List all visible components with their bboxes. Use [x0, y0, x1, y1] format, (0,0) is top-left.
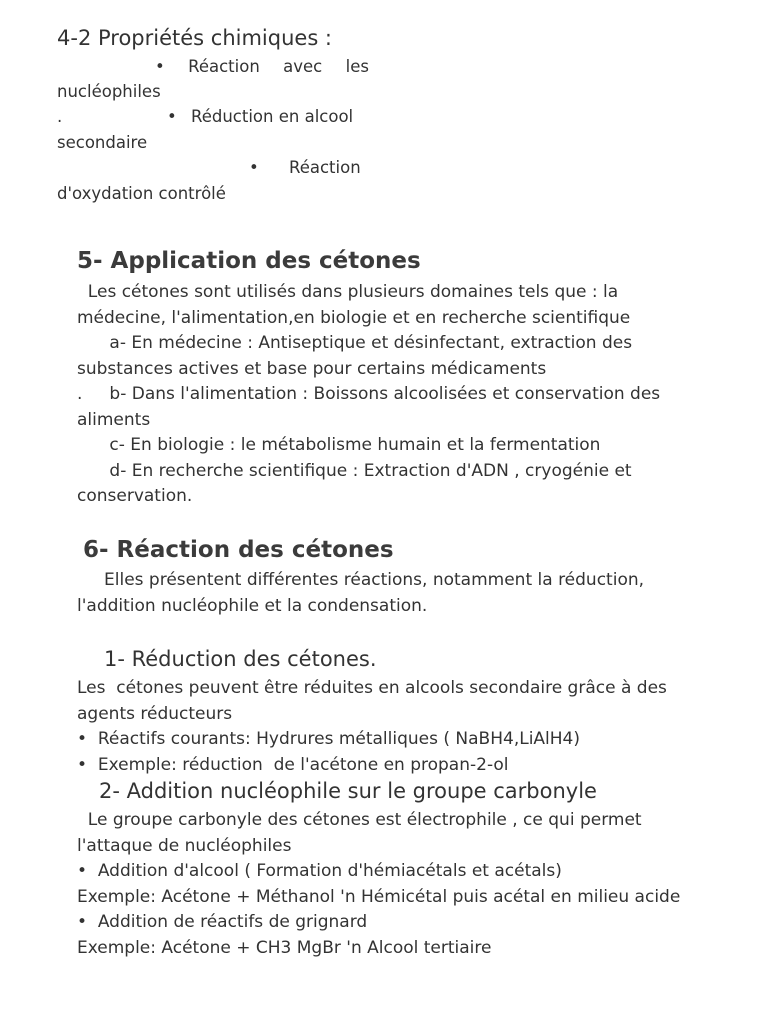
list-item: • Exemple: réduction de l'acétone en propan-2-ol	[77, 754, 509, 775]
bullet-line-3-cont: d'oxydation contrôlé	[57, 184, 226, 203]
bullet-line-1	[57, 57, 369, 77]
bullet-line-2-cont: secondaire	[57, 133, 148, 152]
section-4-2-title: 4-2 Propriétés chimiques :	[57, 26, 333, 50]
paragraph-line: Elles présentent différentes réactions, notamment la réduction,	[77, 570, 645, 590]
paragraph-line: médecine, l'alimentation,en biologie et en recherche scientifique	[77, 307, 631, 328]
paragraph-line: d- En recherche scientifique : Extraction d'ADN , cryogénie et	[77, 460, 632, 481]
list-item: • Addition d'alcool ( Formation d'hémiacétals et acétals)	[77, 861, 562, 881]
bullet-line-1-cont: nucléophiles	[57, 82, 161, 101]
paragraph-line: Les cétones peuvent être réduites en alcools secondaire grâce à des	[77, 678, 667, 698]
section-6-heading: 6- Réaction des cétones	[83, 537, 394, 563]
paragraph-line: Exemple: Acétone + CH3 MgBr 'n Alcool tertiaire	[77, 937, 492, 958]
section-6-intro	[77, 569, 717, 617]
subsection-2-heading: 2- Addition nucléophile sur le groupe carbonyle	[99, 779, 597, 803]
paragraph-line: Exemple: Acétone + Méthanol 'n Hémicétal puis acétal en milieu acide	[77, 886, 681, 907]
paragraph-line: Le groupe carbonyle des cétones est électrophile , ce qui permet	[77, 810, 642, 830]
paragraph-line: l'addition nucléophile et la condensation.	[77, 596, 428, 616]
subsection-1-heading: 1- Réduction des cétones.	[104, 647, 377, 671]
paragraph-line: agents réducteurs	[77, 703, 233, 724]
bullet-dot: •	[249, 158, 259, 177]
bullet-line-2: Réduction en alcool	[191, 107, 354, 126]
paragraph-line: c- En biologie : le métabolisme humain et la fermentation	[77, 435, 601, 455]
list-item: • Addition de réactifs de grignard	[77, 912, 368, 932]
bullet-line-2-dot: .	[57, 107, 63, 126]
section-5-heading: 5- Application des cétones	[77, 248, 421, 274]
subsection-2-body	[77, 809, 717, 959]
bullet-word: avec	[283, 57, 323, 76]
paragraph-line: Les cétones sont utilisés dans plusieurs domaines tels que : la	[77, 282, 619, 302]
paragraph-line: substances actives et base pour certains médicaments	[77, 358, 547, 379]
paragraph-line: l'attaque de nucléophiles	[77, 835, 292, 856]
bullet-dot: •	[155, 57, 165, 76]
bullet-word: Réaction	[188, 57, 260, 76]
paragraph-line: conservation.	[77, 486, 193, 506]
paragraph-line: aliments	[77, 409, 151, 430]
bullet-word: les	[345, 57, 369, 76]
paragraph-line: . b- Dans l'alimentation : Boissons alcoolisées et conservation des	[77, 384, 661, 404]
section-5-body	[77, 281, 717, 511]
bullet-dot: •	[167, 107, 177, 126]
list-item: • Réactifs courants: Hydrures métalliques ( NaBH4,LiAlH4)	[77, 729, 581, 749]
bullet-line-3: Réaction	[289, 158, 361, 177]
paragraph-line: a- En médecine : Antiseptique et désinfectant, extraction des	[77, 333, 633, 353]
subsection-1-body	[77, 677, 717, 776]
